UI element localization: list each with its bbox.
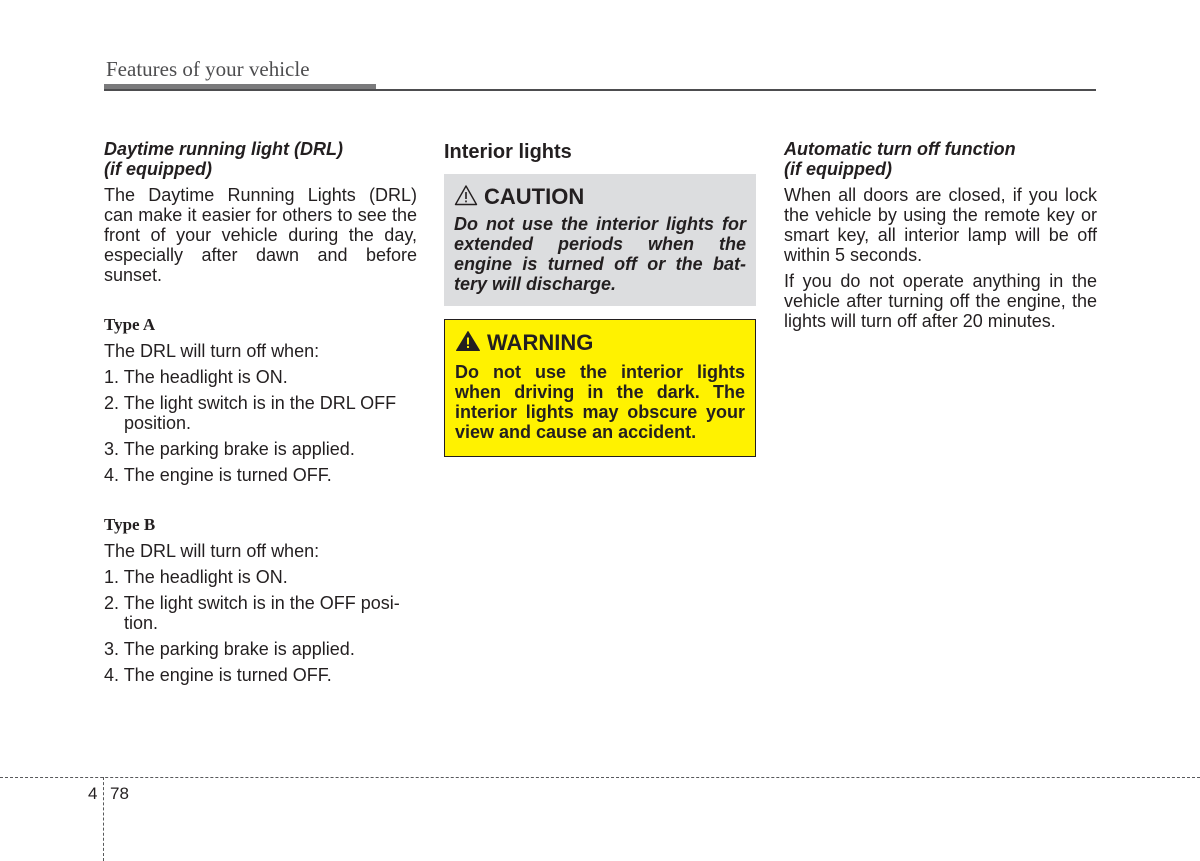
right-column xyxy=(784,139,1097,331)
warning-box xyxy=(444,319,756,457)
type-a-label: Type A xyxy=(104,315,156,334)
list-item: 3. The parking brake is applied. xyxy=(104,639,355,659)
footer-vertical-dashed-rule xyxy=(103,777,104,861)
auto-off-heading xyxy=(784,139,1097,179)
list-item: 4. The engine is turned OFF. xyxy=(104,465,332,485)
footer-dashed-rule xyxy=(0,777,1200,778)
caution-text: Do not use the interior lights for extended periods when the engine is turned off or the bat-tery will discharge. xyxy=(454,214,746,294)
chapter-number: 4 xyxy=(88,784,98,803)
list-item: 2. The light switch is in the OFF posi-tion. xyxy=(104,593,400,633)
type-b-list xyxy=(104,567,417,685)
type-b-label: Type B xyxy=(104,515,156,534)
list-item: 2. The light switch is in the DRL OFF position. xyxy=(104,393,397,433)
page-number: 78 xyxy=(110,784,129,803)
left-column xyxy=(104,139,417,685)
drl-heading xyxy=(104,139,417,179)
warning-label: WARNING xyxy=(487,330,594,355)
drl-heading-line-1: Daytime running light (DRL) xyxy=(104,139,343,159)
auto-off-paragraph-1: When all doors are closed, if you lock the vehicle by using the remote key or smart key, all interior lamp will be off within 5 seconds. xyxy=(784,185,1097,265)
header-rule-thin xyxy=(104,89,1096,91)
list-item: 4. The engine is turned OFF. xyxy=(104,665,332,685)
caution-label: CAUTION xyxy=(484,184,585,209)
drl-heading-line-2: (if equipped) xyxy=(104,159,212,179)
auto-off-paragraph-2: If you do not operate anything in the vehicle after turning off the engine, the lights will turn off after 20 minutes. xyxy=(784,271,1097,331)
list-item: 1. The headlight is ON. xyxy=(104,367,288,387)
page-header-title: Features of your vehicle xyxy=(106,57,310,81)
list-item: 3. The parking brake is applied. xyxy=(104,439,355,459)
warning-triangle-icon xyxy=(455,330,481,357)
type-b-intro: The DRL will turn off when: xyxy=(104,541,320,561)
warning-text: Do not use the interior lights when driving in the dark. The interior lights may obscure your view and cause an accident. xyxy=(455,362,745,442)
type-a-intro: The DRL will turn off when: xyxy=(104,341,320,361)
list-item: 1. The headlight is ON. xyxy=(104,567,288,587)
drl-description: The Daytime Running Lights (DRL) can make it easier for others to see the front of your vehicle during the day, especially after dawn and before sunset. xyxy=(104,185,417,285)
type-a-list xyxy=(104,367,417,485)
auto-off-heading-line-1: Automatic turn off function xyxy=(784,139,1016,159)
interior-lights-title: Interior lights xyxy=(444,141,572,163)
auto-off-heading-line-2: (if equipped) xyxy=(784,159,892,179)
caution-triangle-icon xyxy=(454,184,478,211)
middle-column xyxy=(444,139,756,164)
caution-box xyxy=(444,174,756,306)
